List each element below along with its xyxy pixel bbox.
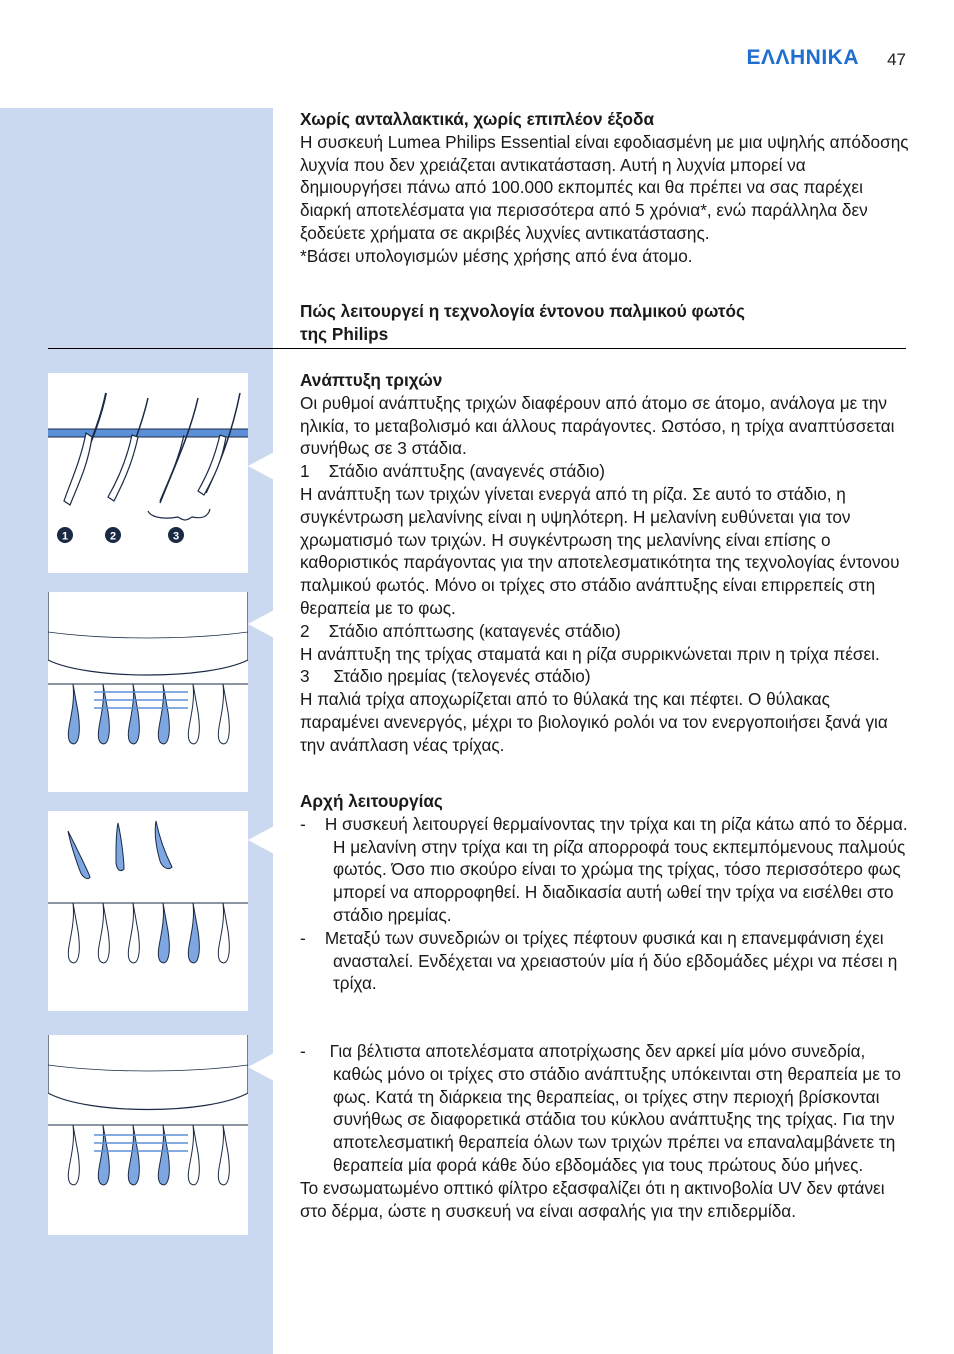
section-operating-principle xyxy=(300,790,910,995)
figure-repeated-treatment xyxy=(48,1035,248,1235)
section-intro: Οι ρυθμοί ανάπτυξης τριχών διαφέρουν από άτομο σε άτομο, ανάλογα με την ηλικία, το μεταβολισμό και άλλους παράγοντες. Ωστόσο, η τρίχα αναπτύσσεται συνήθως σε 3 στάδια. xyxy=(300,392,895,459)
stage2-body: Η ανάπτυξη της τρίχας σταματά και η ρίζα συρρικνώνεται πριν η τρίχα πέσει. xyxy=(300,643,880,664)
figure-pointer xyxy=(248,610,274,638)
repeated-treatment-illustration xyxy=(48,1035,248,1235)
section-heading: Χωρίς ανταλλακτικά, χωρίς επιπλέον έξοδα xyxy=(300,109,655,129)
section-body: Η συσκευή Lumea Philips Essential είναι εφοδιασμένη με μια υψηλής απόδοσης λυχνία που δεν χρειάζεται αντικατάσταση. Αυτή η λυχνία μπορεί να δημιουργήσει πάνω από 100.000 εκπομπές και θα πρέπει να σας παρέχει διαρκή αποτελέσματα για περισσότερα από 5 χρόνια*, ενώ παράλληλα δεν ξοδεύετε χρήματα σε ακριβές λυχνίες αντικατάστασης. xyxy=(300,131,909,243)
section-heading-line1: Πώς λειτουργεί η τεχνολογία έντονου παλμικού φωτός xyxy=(300,301,745,321)
section-heading-line2: της Philips xyxy=(300,323,389,344)
footnote: *Βάσει υπολογισμών μέσης χρήσης από ένα άτομο. xyxy=(300,245,693,266)
device-skin-illustration xyxy=(48,592,248,792)
section-how-it-works xyxy=(300,300,910,346)
stage3-title: 3 Στάδιο ηρεμίας (τελογενές στάδιο) xyxy=(300,666,591,687)
stage3-body: Η παλιά τρίχα αποχωρίζεται από το θύλακά της και πέφτει. Ο θύλακας παραμένει ανενεργός, μέχρι το βιολογικό ρολόι να τον ενεργοποιήσει ξανά για την ανάπλαση νέας τρίχας. xyxy=(300,689,888,755)
section-operating-principle-continued xyxy=(300,1040,910,1222)
figure-pointer xyxy=(248,826,274,854)
figure-hair-growth-stages xyxy=(48,373,248,573)
bullet-item: - Μεταξύ των συνεδριών οι τρίχες πέφτουν φυσικά και η επανεμφάνιση έχει ανασταλεί. Ενδέχεται να χρειαστούν μία ή δύο εβδομάδες μέχρι να πέσει η τρίχα. xyxy=(300,927,898,994)
hair-growth-illustration xyxy=(48,373,248,573)
bullet-item: - Η συσκευή λειτουργεί θερμαίνοντας την τρίχα και τη ρίζα κάτω από το δέρμα. Η μελανίνη στην τρίχα και τη ρίζα απορροφά τους εκπεμπόμενους παλμούς φωτός. Όσο πιο σκούρο είναι το χρώμα της τρίχας, τόσο περισσότερο φως μπορεί να απορροφηθεί. Η διαδικασία αυτή ωθεί την τρίχα να εισέλθει στο στάδιο ηρεμίας. xyxy=(300,813,908,925)
section-hair-growth xyxy=(300,369,910,757)
stage-label-1: 1 xyxy=(61,530,69,543)
section-heading: Ανάπτυξη τριχών xyxy=(300,370,443,390)
section-no-replacement xyxy=(300,108,910,268)
language-title: ΕΛΛΗΝΙΚΑ xyxy=(746,46,859,69)
stage2-title: 2 Στάδιο απόπτωσης (καταγενές στάδιο) xyxy=(300,620,621,641)
figure-device-on-skin xyxy=(48,592,248,792)
section-divider xyxy=(48,348,906,349)
stage1-title: 1 Στάδιο ανάπτυξης (αναγενές στάδιο) xyxy=(300,461,606,482)
figure-pointer xyxy=(248,1053,274,1081)
stage1-body: Η ανάπτυξη των τριχών γίνεται ενεργά από τη ρίζα. Σε αυτό το στάδιο, η συγκέντρωση μελανίνης είναι η υψηλότερη. Η μελανίνη ευθύνεται για τον χρωματισμό των τριχών. Η συγκέντρωση της μελανίνης είναι επίσης ο καθοριστικός παράγοντας για την αποτελεσματικότητα της τεχνολογίας έντονου παλμικού φωτός. Μόνο οι τρίχες στο στάδιο ανάπτυξης είναι επιρρεπείς στη θεραπεία με το φως. xyxy=(300,483,900,618)
hair-falling-illustration xyxy=(48,811,248,1011)
stage-label-2: 2 xyxy=(109,530,117,543)
closing-paragraph: Το ενσωματωμένο οπτικό φίλτρο εξασφαλίζει ότι η ακτινοβολία UV δεν φτάνει στο δέρμα, ώστε η συσκευή να είναι ασφαλής για την επιδερμίδα. xyxy=(300,1177,885,1221)
figure-hair-falling xyxy=(48,811,248,1011)
figure-pointer xyxy=(248,452,274,480)
page-number: 47 xyxy=(887,50,906,69)
bullet-item: - Για βέλτιστα αποτελέσματα αποτρίχωσης δεν αρκεί μία μόνο συνεδρία, καθώς μόνο οι τρίχες στο στάδιο ανάπτυξης υπόκεινται στη θεραπεία με το φως. Κατά τη διάρκεια της θεραπείας, οι τρίχες στην περιοχή βρίσκονται συνήθως σε διαφορετικά στάδια του κύκλου ανάπτυξης της τρίχας. Για την αποτελεσματική θεραπεία όλων των τριχών πρέπει να επαναλαμβάνετε τη θεραπεία μία φορά κάθε δύο εβδομάδες για τους πρώτους δύο μήνες. xyxy=(300,1041,901,1175)
section-heading: Αρχή λειτουργίας xyxy=(300,791,443,811)
stage-label-3: 3 xyxy=(172,530,180,543)
